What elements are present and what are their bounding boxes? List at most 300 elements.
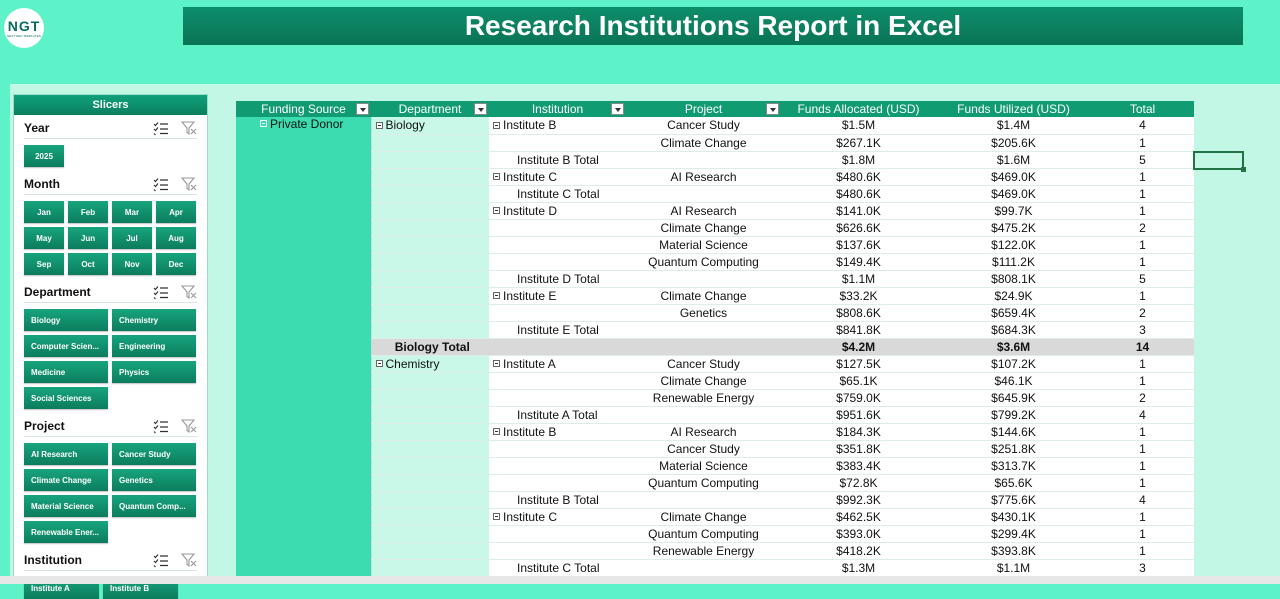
slicer-item-button[interactable]: Jun [68,227,108,249]
department-cell[interactable] [371,457,489,474]
institution-cell[interactable] [489,559,626,576]
funds-utilized-cell[interactable] [936,372,1091,389]
slicer-item-button[interactable]: Institute B [103,577,178,599]
column-header[interactable] [236,101,371,117]
selected-cell[interactable] [1193,151,1244,170]
clear-filter-icon[interactable] [181,419,197,433]
slicer-project [14,415,207,543]
pivot-table[interactable] [236,101,1194,584]
slicer-year [14,117,207,167]
department-cell[interactable] [371,542,489,559]
collapse-icon[interactable] [260,120,267,127]
slicer-item-button[interactable]: Feb [68,201,108,223]
slicer-item-button[interactable]: Aug [156,227,196,249]
project-cell[interactable] [626,321,781,338]
project-cell[interactable] [626,219,781,236]
total-cell[interactable] [1091,355,1194,372]
total-cell[interactable] [1091,542,1194,559]
funds-allocated-cell[interactable] [781,253,936,270]
total-cell[interactable] [1091,304,1194,321]
project-cell[interactable] [626,559,781,576]
funds-allocated-cell[interactable] [781,372,936,389]
total-cell[interactable] [1091,117,1194,134]
institution-cell[interactable] [489,219,626,236]
funds-allocated-cell[interactable] [781,440,936,457]
cell-text: 1 [1139,237,1146,252]
table-row [236,372,1194,389]
slicer-item-button[interactable]: AI Research [24,443,108,465]
project-cell[interactable] [626,185,781,202]
cell-text: $24.9K [994,288,1033,303]
slicer-item-button[interactable]: May [24,227,64,249]
slicer-item-button[interactable]: Jul [112,227,152,249]
filter-dropdown-icon[interactable] [474,103,487,115]
total-cell[interactable] [1091,321,1194,338]
total-cell[interactable] [1091,287,1194,304]
cell-text: $1.4M [996,118,1031,133]
collapse-icon[interactable] [493,428,500,435]
cell-text: Quantum Computing [648,526,759,541]
funds-allocated-cell[interactable] [781,355,936,372]
cell-text: $799.2K [991,407,1036,422]
total-cell[interactable] [1091,219,1194,236]
funds-utilized-cell[interactable] [936,491,1091,508]
project-cell[interactable] [626,406,781,423]
column-header[interactable] [781,101,936,117]
department-cell[interactable] [371,236,489,253]
cell-text: Biology [385,118,425,133]
cell-text: Institute B [503,118,557,133]
slicer-item-button[interactable]: Institute A [24,577,99,599]
institution-cell[interactable] [489,321,626,338]
funds-utilized-cell[interactable] [936,117,1091,134]
collapse-icon[interactable] [493,292,500,299]
table-row [236,151,1194,168]
slicer-item-button[interactable]: Cancer Study [112,443,196,465]
institution-cell[interactable] [489,491,626,508]
cell-text: AI Research [670,203,737,218]
cell-text: $127.5K [836,356,881,371]
total-cell[interactable] [1091,151,1194,168]
slicer-item-button[interactable]: Material Science [24,495,108,517]
institution-cell[interactable] [489,406,626,423]
funds-allocated-cell[interactable] [781,423,936,440]
table-row [236,270,1194,287]
cell-text: Institute A [503,356,556,371]
cell-text: $1.1M [996,560,1031,575]
institution-cell[interactable] [489,440,626,457]
column-header[interactable] [371,101,489,117]
table-row [236,457,1194,474]
slicer-item-button[interactable]: 2025 [24,145,64,167]
slicer-item-button[interactable]: Climate Change [24,469,108,491]
funds-utilized-cell[interactable] [936,423,1091,440]
collapse-icon[interactable] [376,360,383,367]
department-cell[interactable] [371,185,489,202]
cell-text: $659.4K [991,305,1036,320]
cell-text: $107.2K [991,356,1036,371]
cell-text: $626.6K [836,220,881,235]
cell-text: Private Donor [270,117,344,131]
funds-utilized-cell[interactable] [936,270,1091,287]
institution-cell[interactable] [489,508,626,525]
total-cell[interactable] [1091,202,1194,219]
institution-cell[interactable] [489,134,626,151]
institution-cell[interactable] [489,355,626,372]
cell-text: $72.8K [839,475,878,490]
slicer-header [24,415,197,437]
institution-cell[interactable] [489,542,626,559]
project-cell[interactable] [626,440,781,457]
project-cell[interactable] [626,304,781,321]
funds-utilized-cell[interactable] [936,355,1091,372]
funds-allocated-cell[interactable] [781,117,936,134]
total-cell[interactable] [1091,491,1194,508]
cell-text: $149.4K [836,254,881,269]
funds-utilized-cell[interactable] [936,440,1091,457]
slicer-item-button[interactable]: Apr [156,201,196,223]
funds-utilized-cell[interactable] [936,389,1091,406]
project-cell[interactable] [626,253,781,270]
funds-utilized-cell[interactable] [936,304,1091,321]
funds-allocated-cell[interactable] [781,304,936,321]
funds-utilized-cell[interactable] [936,542,1091,559]
funds-utilized-cell[interactable] [936,202,1091,219]
institution-cell[interactable] [489,185,626,202]
funds-utilized-cell[interactable] [936,151,1091,168]
funds-allocated-cell[interactable] [781,457,936,474]
multi-select-icon[interactable] [153,121,169,135]
funding-source-cell[interactable] [236,117,371,576]
project-cell[interactable] [626,338,781,355]
department-cell[interactable] [371,355,489,372]
slicer-item-button[interactable]: Chemistry [112,309,196,331]
department-cell[interactable] [371,525,489,542]
institution-cell[interactable] [489,525,626,542]
funds-utilized-cell[interactable] [936,406,1091,423]
funds-allocated-cell[interactable] [781,406,936,423]
slicers-title: Slicers [14,95,207,115]
slicer-item-button[interactable]: Computer Scien... [24,335,108,357]
clear-filter-icon[interactable] [181,121,197,135]
funds-allocated-cell[interactable] [781,525,936,542]
multi-select-icon[interactable] [153,177,169,191]
funds-utilized-cell[interactable] [936,525,1091,542]
cell-text: $1.1M [841,271,876,286]
cell-text: $992.3K [836,492,881,507]
cell-text: $33.2K [839,288,878,303]
project-cell[interactable] [626,117,781,134]
cell-text: $251.8K [991,441,1036,456]
institution-cell[interactable] [489,338,626,355]
cell-text: $393.8K [991,543,1036,558]
funds-utilized-cell[interactable] [936,338,1091,355]
cell-text: $205.6K [991,135,1036,150]
funds-allocated-cell[interactable] [781,338,936,355]
department-cell[interactable] [371,372,489,389]
table-row [236,134,1194,151]
table-row [236,389,1194,406]
institution-cell[interactable] [489,168,626,185]
collapse-icon[interactable] [493,360,500,367]
cell-text: Institute C Total [517,186,600,201]
funds-utilized-cell[interactable] [936,559,1091,576]
institution-cell[interactable] [489,270,626,287]
cell-text: Cancer Study [667,356,740,371]
project-cell[interactable] [626,236,781,253]
institution-cell[interactable] [489,389,626,406]
institution-cell[interactable] [489,202,626,219]
funds-allocated-cell[interactable] [781,134,936,151]
collapse-icon[interactable] [493,207,500,214]
funds-allocated-cell[interactable] [781,542,936,559]
department-cell[interactable] [371,491,489,508]
project-cell[interactable] [626,168,781,185]
funds-allocated-cell[interactable] [781,270,936,287]
department-cell[interactable] [371,151,489,168]
slicer-item-button[interactable]: Nov [112,253,152,275]
department-cell[interactable] [371,338,489,355]
project-cell[interactable] [626,151,781,168]
cell-text: 2 [1139,305,1146,320]
funds-utilized-cell[interactable] [936,287,1091,304]
cell-text: $383.4K [836,458,881,473]
filter-dropdown-icon[interactable] [356,103,369,115]
cell-text: Institute A Total [517,407,598,422]
multi-select-icon[interactable] [153,419,169,433]
department-cell[interactable] [371,321,489,338]
slicer-month [14,173,207,275]
slicer-item-button[interactable]: Dec [156,253,196,275]
project-cell[interactable] [626,474,781,491]
funds-allocated-cell[interactable] [781,151,936,168]
project-cell[interactable] [626,134,781,151]
institution-cell[interactable] [489,304,626,321]
column-header[interactable] [936,101,1091,117]
funds-allocated-cell[interactable] [781,559,936,576]
department-cell[interactable] [371,508,489,525]
slicer-item-button[interactable]: Jan [24,201,64,223]
collapse-icon[interactable] [376,122,383,129]
slicer-item-button[interactable]: Engineering [112,335,196,357]
slicer-item-button[interactable]: Renewable Ener... [24,521,108,543]
cell-text: $65.1K [839,373,878,388]
slicer-item-button[interactable]: Sep [24,253,64,275]
funds-allocated-cell[interactable] [781,202,936,219]
slicer-items [24,309,197,409]
cell-text: $141.0K [836,203,881,218]
column-header-label: Total [1129,102,1156,116]
cell-text: 1 [1139,169,1146,184]
funds-utilized-cell[interactable] [936,508,1091,525]
institution-cell[interactable] [489,287,626,304]
cell-text: 1 [1139,475,1146,490]
funds-allocated-cell[interactable] [781,491,936,508]
funds-allocated-cell[interactable] [781,219,936,236]
total-cell[interactable] [1091,372,1194,389]
column-header[interactable] [489,101,626,117]
total-cell[interactable] [1091,406,1194,423]
department-cell[interactable] [371,406,489,423]
cell-text: 4 [1139,118,1146,133]
cell-text: $99.7K [994,203,1033,218]
slicer-tools [153,285,197,299]
institution-cell[interactable] [489,117,626,134]
total-cell[interactable] [1091,338,1194,355]
project-cell[interactable] [626,423,781,440]
institution-cell[interactable] [489,372,626,389]
cell-text: $267.1K [836,135,881,150]
department-cell[interactable] [371,219,489,236]
cell-text: 1 [1139,356,1146,371]
cell-text: $1.3M [841,560,876,575]
filter-dropdown-icon[interactable] [611,103,624,115]
department-cell[interactable] [371,134,489,151]
slicer-item-button[interactable]: Social Sciences [24,387,108,409]
total-cell[interactable] [1091,389,1194,406]
funds-allocated-cell[interactable] [781,508,936,525]
funds-utilized-cell[interactable] [936,457,1091,474]
department-cell[interactable] [371,168,489,185]
sheet-scrollbar[interactable] [0,576,1280,584]
funds-utilized-cell[interactable] [936,253,1091,270]
table-row [236,219,1194,236]
funds-allocated-cell[interactable] [781,321,936,338]
total-cell[interactable] [1091,134,1194,151]
total-cell[interactable] [1091,253,1194,270]
clear-filter-icon[interactable] [181,553,197,567]
cell-text: Institute B Total [517,492,599,507]
multi-select-icon[interactable] [153,553,169,567]
slicer-item-button[interactable]: Genetics [112,469,196,491]
department-cell[interactable] [371,117,489,134]
slicer-header [24,281,197,303]
collapse-icon[interactable] [493,513,500,520]
institution-cell[interactable] [489,423,626,440]
funds-utilized-cell[interactable] [936,321,1091,338]
cell-text: $144.6K [991,424,1036,439]
institution-cell[interactable] [489,236,626,253]
department-cell[interactable] [371,304,489,321]
project-cell[interactable] [626,287,781,304]
institution-cell[interactable] [489,151,626,168]
clear-filter-icon[interactable] [181,285,197,299]
slicer-tools [153,177,197,191]
slicer-tools [153,419,197,433]
total-cell[interactable] [1091,474,1194,491]
project-cell[interactable] [626,202,781,219]
cell-text: Chemistry [385,356,440,371]
clear-filter-icon[interactable] [181,177,197,191]
funds-utilized-cell[interactable] [936,134,1091,151]
funds-utilized-cell[interactable] [936,236,1091,253]
cell-text: $393.0K [836,526,881,541]
column-header[interactable] [1091,101,1194,117]
slicer-item-button[interactable]: Medicine [24,361,108,383]
funds-utilized-cell[interactable] [936,474,1091,491]
cell-text: $1.5M [841,118,876,133]
total-cell[interactable] [1091,508,1194,525]
department-cell[interactable] [371,270,489,287]
slicer-item-button[interactable]: Quantum Comp... [112,495,196,517]
total-cell[interactable] [1091,168,1194,185]
total-cell[interactable] [1091,440,1194,457]
project-cell[interactable] [626,389,781,406]
institution-cell[interactable] [489,253,626,270]
department-cell[interactable] [371,389,489,406]
cell-text: Institute D Total [517,271,600,286]
slicer-item-button[interactable]: Biology [24,309,108,331]
funds-utilized-cell[interactable] [936,168,1091,185]
project-cell[interactable] [626,355,781,372]
slicer-item-button[interactable]: Oct [68,253,108,275]
funds-allocated-cell[interactable] [781,389,936,406]
table-row [236,474,1194,491]
slicer-institution [14,549,207,599]
funds-allocated-cell[interactable] [781,185,936,202]
column-header-label: Project [684,102,723,116]
total-cell[interactable] [1091,559,1194,576]
cell-text: $808.6K [836,305,881,320]
total-cell[interactable] [1091,185,1194,202]
cell-text: $475.2K [991,220,1036,235]
slicer-label: Year [24,120,50,135]
cell-text: Renewable Energy [652,390,755,405]
total-cell[interactable] [1091,423,1194,440]
slicer-header [24,117,197,139]
funds-utilized-cell[interactable] [936,185,1091,202]
column-header[interactable] [626,101,781,117]
department-cell[interactable] [371,559,489,576]
funds-utilized-cell[interactable] [936,219,1091,236]
total-cell[interactable] [1091,236,1194,253]
total-cell[interactable] [1091,457,1194,474]
funds-allocated-cell[interactable] [781,236,936,253]
department-cell[interactable] [371,253,489,270]
funds-allocated-cell[interactable] [781,168,936,185]
project-cell[interactable] [626,491,781,508]
department-cell[interactable] [371,202,489,219]
slicer-item-button[interactable]: Mar [112,201,152,223]
department-cell[interactable] [371,423,489,440]
collapse-icon[interactable] [493,122,500,129]
project-cell[interactable] [626,372,781,389]
cell-text: 1 [1139,288,1146,303]
multi-select-icon[interactable] [153,285,169,299]
project-cell[interactable] [626,270,781,287]
cell-text: 1 [1139,203,1146,218]
total-cell[interactable] [1091,270,1194,287]
project-cell[interactable] [626,542,781,559]
department-cell[interactable] [371,474,489,491]
collapse-icon[interactable] [493,173,500,180]
cell-text: $313.7K [991,458,1036,473]
project-cell[interactable] [626,457,781,474]
total-cell[interactable] [1091,525,1194,542]
project-cell[interactable] [626,525,781,542]
department-cell[interactable] [371,287,489,304]
institution-cell[interactable] [489,457,626,474]
project-cell[interactable] [626,508,781,525]
slicer-item-button[interactable]: Physics [112,361,196,383]
funds-allocated-cell[interactable] [781,287,936,304]
cell-text: 5 [1139,152,1146,167]
department-cell[interactable] [371,440,489,457]
slicer-department [14,281,207,409]
funds-allocated-cell[interactable] [781,474,936,491]
institution-cell[interactable] [489,474,626,491]
filter-dropdown-icon[interactable] [766,103,779,115]
